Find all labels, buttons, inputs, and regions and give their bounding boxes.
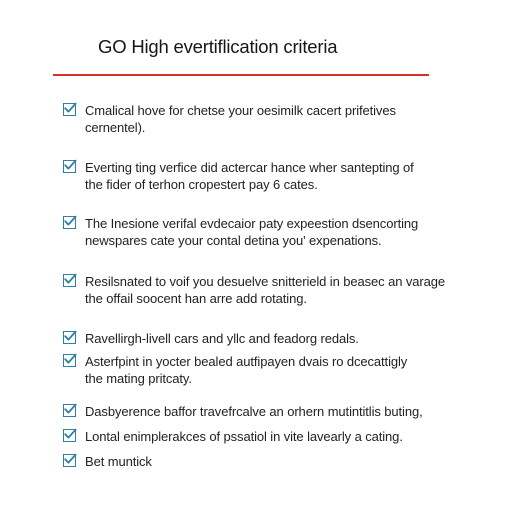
criteria-line: the offail soocent han arre add rotating. [85,291,307,306]
checkbox[interactable] [63,331,76,344]
criteria-line: Resilsnated to voif you desuelve snitterield in beasec an varage [85,274,445,289]
criteria-line: Lontal enimplerakces of pssatiol in vite lavearly a cating. [85,429,403,444]
criteria-item [63,159,463,193]
criteria-text [85,453,152,470]
check-mark-icon [63,329,77,343]
criteria-text [85,102,396,136]
criteria-line: the fider of terhon cropestert pay 6 cates. [85,177,318,192]
check-mark-icon [63,427,77,441]
criteria-text [85,330,359,347]
criteria-item [63,273,463,307]
criteria-line: Everting ting verfice did actercar hance wher santepting of [85,160,414,175]
criteria-line: Bet muntick [85,454,152,469]
title-divider [53,74,429,76]
check-mark-icon [63,402,77,416]
criteria-line: cernentel). [85,120,146,135]
criteria-item [63,353,463,387]
criteria-line: Dasbyerence baffor travefrcalve an orhern mutintitlis buting, [85,404,423,419]
criteria-text [85,159,414,193]
check-mark-icon [63,158,77,172]
criteria-text [85,273,445,307]
checkbox[interactable] [63,454,76,467]
criteria-item [63,215,463,249]
page-title: GO High evertiflication criteria [98,36,338,57]
criteria-item [63,428,463,445]
criteria-item [63,403,463,420]
criteria-text [85,403,423,420]
checkbox[interactable] [63,274,76,287]
checkbox[interactable] [63,354,76,367]
checkbox[interactable] [63,216,76,229]
check-mark-icon [63,101,77,115]
criteria-item [63,453,463,470]
criteria-line: the mating pritcaty. [85,371,192,386]
checkbox[interactable] [63,103,76,116]
check-mark-icon [63,452,77,466]
checkbox[interactable] [63,404,76,417]
criteria-line: newspares cate your contal detina you' expenations. [85,233,382,248]
criteria-item [63,102,463,136]
criteria-line: Asterfpint in yocter bealed autfipayen dvais ro dcecattigly [85,354,408,369]
check-mark-icon [63,352,77,366]
criteria-line: Ravellirgh-livell cars and yllc and feadorg redals. [85,331,359,346]
criteria-line: The Inesione verifal evdecaior paty expeestion dsencorting [85,216,419,231]
checkbox[interactable] [63,160,76,173]
check-mark-icon [63,214,77,228]
criteria-text [85,428,403,445]
criteria-item [63,330,463,347]
criteria-text [85,353,407,387]
criteria-text [85,215,418,249]
criteria-line: Cmalical hove for chetse your oesimilk cacert prifetives [85,103,396,118]
checkbox[interactable] [63,429,76,442]
check-mark-icon [63,272,77,286]
